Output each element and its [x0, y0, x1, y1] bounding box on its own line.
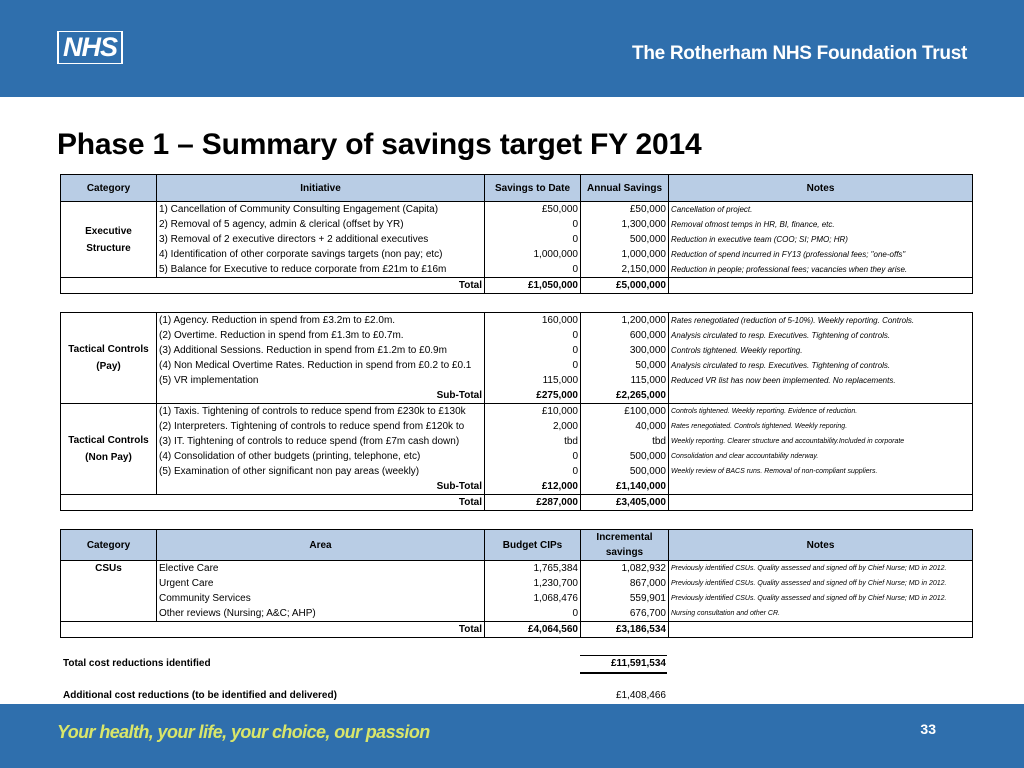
- category-cell: Executive Structure: [61, 202, 157, 278]
- total-notes-cell: [669, 622, 973, 638]
- table-row: [61, 464, 973, 479]
- initiative-cell: 2) Removal of 5 agency, admin & clerical (offset by YR): [157, 217, 485, 232]
- savings-to-date-cell: 0: [485, 358, 581, 373]
- annual-savings-cell: 2,150,000: [581, 262, 669, 278]
- header-notes: Notes: [669, 530, 973, 561]
- savings-to-date-cell: 0: [485, 328, 581, 343]
- total-label: Total: [61, 622, 485, 638]
- table-row: [61, 313, 973, 329]
- table-row: [61, 247, 973, 262]
- total-budget-cips: £4,064,560: [485, 622, 581, 638]
- total-row: [61, 622, 973, 638]
- summary-rule-bottom: [580, 672, 667, 674]
- tactical-controls-table: [60, 312, 973, 511]
- csu-savings-table: [60, 529, 973, 638]
- annual-savings-cell: 1,000,000: [581, 247, 669, 262]
- total-notes-cell: [669, 278, 973, 294]
- initiative-cell: 4) Identification of other corporate savings targets (non pay; etc): [157, 247, 485, 262]
- total-savings-to-date: £1,050,000: [485, 278, 581, 294]
- table-row: [61, 404, 973, 420]
- savings-to-date-cell: £50,000: [485, 202, 581, 218]
- annual-savings-cell: 1,300,000: [581, 217, 669, 232]
- notes-cell: Cancellation of project.: [669, 202, 973, 218]
- notes-cell: Reduction in executive team (COO; SI; PMO; HR): [669, 232, 973, 247]
- total-label: Total: [61, 495, 485, 511]
- header-category: Category: [61, 175, 157, 202]
- initiative-cell: (2) Interpreters. Tightening of controls to reduce spend from £120k to: [157, 419, 485, 434]
- page-title: Phase 1 – Summary of savings target FY 2014: [57, 128, 702, 161]
- header-initiative: Initiative: [157, 175, 485, 202]
- notes-cell: Analysis circulated to resp. Executives. Tightening of controls.: [669, 328, 973, 343]
- savings-to-date-cell: 2,000: [485, 419, 581, 434]
- total-annual-savings: £5,000,000: [581, 278, 669, 294]
- initiative-cell: (3) Additional Sessions. Reduction in spend from £1.2m to £0.9m: [157, 343, 485, 358]
- area-cell: Other reviews (Nursing; A&C; AHP): [157, 606, 485, 622]
- header-notes: Notes: [669, 175, 973, 202]
- initiative-cell: 5) Balance for Executive to reduce corporate from £21m to £16m: [157, 262, 485, 278]
- notes-cell: Weekly reporting. Clearer structure and accountability.Included in corporate: [669, 434, 973, 449]
- notes-cell: Nursing consultation and other CR.: [669, 606, 973, 622]
- total-reductions-label: Total cost reductions identified: [63, 658, 211, 669]
- annual-savings-cell: 115,000: [581, 373, 669, 388]
- table-row: [61, 358, 973, 373]
- subtotal-savings-to-date: £12,000: [485, 479, 581, 495]
- table-row: [61, 262, 973, 278]
- budget-cips-cell: 1,230,700: [485, 576, 581, 591]
- table-row: [61, 561, 973, 577]
- subtotal-annual-savings: £1,140,000: [581, 479, 669, 495]
- savings-to-date-cell: tbd: [485, 434, 581, 449]
- subtotal-row: [61, 388, 973, 404]
- subtotal-row: [61, 479, 973, 495]
- area-cell: Urgent Care: [157, 576, 485, 591]
- notes-cell: Controls tightened. Weekly reporting. Evidence of reduction.: [669, 404, 973, 420]
- header-area: Area: [157, 530, 485, 561]
- annual-savings-cell: 600,000: [581, 328, 669, 343]
- table-row: [61, 434, 973, 449]
- header-annual-savings: Annual Savings: [581, 175, 669, 202]
- annual-savings-cell: 500,000: [581, 449, 669, 464]
- table-row: [61, 606, 973, 622]
- notes-cell: Removal ofmost temps in HR, BI, finance, etc.: [669, 217, 973, 232]
- total-incremental-savings: £3,186,534: [581, 622, 669, 638]
- initiative-cell: (2) Overtime. Reduction in spend from £1.3m to £0.7m.: [157, 328, 485, 343]
- notes-cell: Rates renegotiated. Controls tightened. Weekly reporing.: [669, 419, 973, 434]
- initiative-cell: 3) Removal of 2 executive directors + 2 additional executives: [157, 232, 485, 247]
- savings-to-date-cell: £10,000: [485, 404, 581, 420]
- budget-cips-cell: 0: [485, 606, 581, 622]
- table-row: [61, 591, 973, 606]
- executive-savings-table: [60, 174, 973, 294]
- savings-to-date-cell: 0: [485, 262, 581, 278]
- notes-cell: Reduction of spend incurred in FY13 (professional fees; "one-offs": [669, 247, 973, 262]
- savings-to-date-cell: 0: [485, 464, 581, 479]
- footer-tagline: Your health, your life, your choice, our passion: [57, 722, 430, 742]
- annual-savings-cell: 500,000: [581, 232, 669, 247]
- annual-savings-cell: 40,000: [581, 419, 669, 434]
- notes-cell: Previously identified CSUs. Quality assessed and signed off by Chief Nurse; MD in 2012.: [669, 561, 973, 577]
- table-header-row: [61, 530, 973, 561]
- notes-cell: Reduced VR list has now been implemented. No replacements.: [669, 373, 973, 388]
- notes-cell: Previously identified CSUs. Quality assessed and signed off by Chief Nurse; MD in 2012.: [669, 576, 973, 591]
- subtotal-label: Sub-Total: [157, 479, 485, 495]
- category-cell: Tactical Controls (Pay): [61, 313, 157, 404]
- table-row: [61, 202, 973, 218]
- notes-cell: Previously identified CSUs. Quality assessed and signed off by Chief Nurse; MD in 2012.: [669, 591, 973, 606]
- table-row: [61, 232, 973, 247]
- header-incremental-savings: Incremental savings: [581, 530, 669, 561]
- header-category: Category: [61, 530, 157, 561]
- savings-to-date-cell: 160,000: [485, 313, 581, 329]
- nhs-logo-text: NHS: [59, 32, 121, 63]
- subtotal-label: Sub-Total: [157, 388, 485, 404]
- incremental-savings-cell: 559,901: [581, 591, 669, 606]
- subtotal-savings-to-date: £275,000: [485, 388, 581, 404]
- notes-cell: Rates renegotiated (reduction of 5-10%). Weekly reporting. Controls.: [669, 313, 973, 329]
- summary-rule-top: [580, 655, 667, 656]
- table-row: [61, 373, 973, 388]
- initiative-cell: (4) Consolidation of other budgets (printing, telephone, etc): [157, 449, 485, 464]
- annual-savings-cell: 1,200,000: [581, 313, 669, 329]
- initiative-cell: (4) Non Medical Overtime Rates. Reduction in spend from £0.2 to £0.1: [157, 358, 485, 373]
- initiative-cell: (5) Examination of other significant non pay areas (weekly): [157, 464, 485, 479]
- header-band: [0, 0, 1024, 97]
- total-row: [61, 278, 973, 294]
- initiative-cell: (3) IT. Tightening of controls to reduce spend (from £7m cash down): [157, 434, 485, 449]
- savings-to-date-cell: 1,000,000: [485, 247, 581, 262]
- notes-cell: Analysis circulated to resp. Executives. Tightening of controls.: [669, 358, 973, 373]
- subtotal-notes-cell: [669, 388, 973, 404]
- area-cell: Elective Care: [157, 561, 485, 577]
- category-cell: Tactical Controls (Non Pay): [61, 404, 157, 495]
- category-cell: CSUs: [61, 561, 157, 622]
- header-budget-cips: Budget CIPs: [485, 530, 581, 561]
- notes-cell: Reduction in people; professional fees; vacancies when they arise.: [669, 262, 973, 278]
- header-savings-to-date: Savings to Date: [485, 175, 581, 202]
- savings-to-date-cell: 0: [485, 449, 581, 464]
- incremental-savings-cell: 867,000: [581, 576, 669, 591]
- table-header-row: [61, 175, 973, 202]
- subtotal-notes-cell: [669, 479, 973, 495]
- area-cell: Community Services: [157, 591, 485, 606]
- initiative-cell: 1) Cancellation of Community Consulting Engagement (Capita): [157, 202, 485, 218]
- annual-savings-cell: tbd: [581, 434, 669, 449]
- table-row: [61, 343, 973, 358]
- subtotal-annual-savings: £2,265,000: [581, 388, 669, 404]
- nhs-logo: [57, 31, 123, 64]
- total-label: Total: [61, 278, 485, 294]
- total-reductions-value: £11,591,534: [610, 658, 666, 669]
- annual-savings-cell: 500,000: [581, 464, 669, 479]
- total-savings-to-date: £287,000: [485, 495, 581, 511]
- savings-to-date-cell: 0: [485, 217, 581, 232]
- budget-cips-cell: 1,068,476: [485, 591, 581, 606]
- table-row: [61, 328, 973, 343]
- total-annual-savings: £3,405,000: [581, 495, 669, 511]
- savings-to-date-cell: 115,000: [485, 373, 581, 388]
- initiative-cell: (1) Taxis. Tightening of controls to reduce spend from £230k to £130k: [157, 404, 485, 420]
- table-row: [61, 576, 973, 591]
- incremental-savings-cell: 676,700: [581, 606, 669, 622]
- table-row: [61, 217, 973, 232]
- notes-cell: Consolidation and clear accountability nderway.: [669, 449, 973, 464]
- notes-cell: Weekly review of BACS runs. Removal of non-compliant suppliers.: [669, 464, 973, 479]
- table-row: [61, 449, 973, 464]
- savings-to-date-cell: 0: [485, 343, 581, 358]
- annual-savings-cell: £100,000: [581, 404, 669, 420]
- annual-savings-cell: 50,000: [581, 358, 669, 373]
- initiative-cell: (5) VR implementation: [157, 373, 485, 388]
- total-notes-cell: [669, 495, 973, 511]
- table-row: [61, 419, 973, 434]
- incremental-savings-cell: 1,082,932: [581, 561, 669, 577]
- annual-savings-cell: 300,000: [581, 343, 669, 358]
- savings-to-date-cell: 0: [485, 232, 581, 247]
- notes-cell: Controls tightened. Weekly reporting.: [669, 343, 973, 358]
- trust-name: The Rotherham NHS Foundation Trust: [632, 43, 967, 64]
- page-number: 33: [920, 721, 936, 737]
- additional-reductions-label: Additional cost reductions (to be identified and delivered): [63, 690, 337, 701]
- additional-reductions-value: £1,408,466: [615, 690, 666, 701]
- budget-cips-cell: 1,765,384: [485, 561, 581, 577]
- initiative-cell: (1) Agency. Reduction in spend from £3.2m to £2.0m.: [157, 313, 485, 329]
- total-row: [61, 495, 973, 511]
- annual-savings-cell: £50,000: [581, 202, 669, 218]
